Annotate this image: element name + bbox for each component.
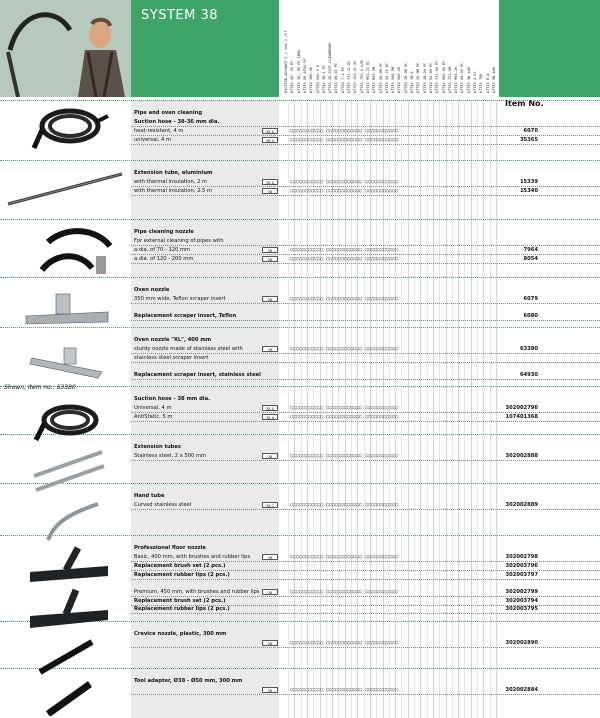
model-name: ATTIX 50-0H PC [428,62,433,93]
grid-stripe [401,100,402,718]
row-description: Replacement rubber lips (2 pcs.) [134,571,230,578]
row-rule [131,421,600,422]
model-name: ATTIX 751-2M [447,67,452,93]
compatibility-dots: ○○○○○○○○○○○ ○○○○○○○○○○○○ ○○○○○○○○○○○ [290,255,398,262]
grid-stripe [427,100,428,718]
item-number: 6079 [523,295,538,302]
row-description: with thermal insulation, 2 m [134,178,208,185]
connector-code-badge: 38 C [262,502,278,508]
connector-code-badge: 38 A [262,179,278,185]
connector-code-badge: 38 A [262,137,278,143]
row-description: heat-resistant, 4 m [134,127,184,134]
row-rule [131,362,600,363]
section-divider [0,386,600,387]
item-number: 302002884 [505,686,538,693]
row-rule [131,303,600,304]
model-column-label [490,7,498,93]
item-number: 302003794 [505,597,538,604]
section-title: Hand tube [134,493,165,499]
row-description: Stainless steel, 2 x 500 mm [134,452,207,459]
section-title: Tool adapter, Ø38 - Ø50 mm, 300 mm [134,678,243,684]
connector-code-badge: 38 [262,188,278,194]
connector-code-badge: 38 [262,453,278,459]
row-description: Universal, 4 m [134,404,172,411]
connector-code-badge: 38 A [262,414,278,420]
model-name: ATTIX 790 [479,73,484,93]
grid-stripe [483,100,484,718]
model-name: ATTIX 19 2M PC [403,62,408,93]
row-rule [131,509,600,510]
compatibility-dots: ○○○○○○○○○○○ ○○○○○○○○○○○○ ○○○○○○○○○○○ [290,187,398,194]
row-description: Replacement scraper insert, stainless steel [134,371,261,378]
grid-stripe [414,100,415,718]
item-number-band [499,0,600,97]
hand-tube-image [44,500,104,544]
row-description: universal, 4 m [134,136,172,143]
item-number: 63380 [519,345,538,352]
row-rule [131,353,600,354]
item-number: 302002888 [505,452,538,459]
row-description: Curved stainless steel [134,501,192,508]
item-number: 15339 [519,178,538,185]
model-name: NILFISK-ADVANCE 1 / VAX 1 /CT [284,30,288,93]
item-number: 6070 [523,127,538,134]
section-title: Suction hose - 38 mm dia. [134,396,211,402]
grid-stripe [477,100,478,718]
model-name: ATTIX 50-21 EC [384,62,389,93]
grid-stripe [464,100,465,718]
compatibility-dots: ○○○○○○○○○○○ ○○○○○○○○○○○○ ○○○○○○○○○○○ [290,553,398,560]
grid-stripe [439,100,440,718]
model-name: ATTIX 4 XC [473,71,477,93]
item-number: 107401368 [505,413,538,420]
row-description: a dia. of 120 - 200 mm [134,255,194,262]
item-number: 302003796 [505,562,538,569]
compatibility-dots: ○○○○○○○○○○○ ○○○○○○○○○○○○ ○○○○○○○○○○○ [290,501,398,508]
section-title: Pipe cleaning nozzle [134,229,194,235]
item-number: 15340 [519,187,538,194]
section-divider [0,100,600,101]
item-number: 64930 [519,371,538,378]
row-description: 350 mm wide, Teflon scraper insert [134,295,226,302]
model-name: ATTIX 965-2H [454,67,459,93]
connector-code-badge: 38 [262,296,278,302]
row-rule [131,613,600,614]
model-name: ATTIX 30-21PC CLEANROOM [328,43,333,93]
model-name: ATTIX 360-0H [309,67,314,93]
model-name: ATTIX 961-21 EC [365,60,370,93]
grid-stripe [458,100,459,718]
model-name: ATTIX 8-4 [485,73,490,93]
row-rule [131,320,600,321]
model-name: ATTIX 965-2M [372,67,377,93]
grid-stripe [288,100,289,718]
page-title: SYSTEM 38 [141,8,218,23]
connector-code-badge: 38 [262,589,278,595]
model-name: ATTIX 5N 44H [466,67,471,93]
row-rule [131,144,600,145]
item-number: 302002796 [505,404,538,411]
model-name: ATTIX 30, 50 PC INOX [296,49,301,93]
row-rule [131,570,600,571]
model-name: ATTIX 30, 50 PC [290,60,295,93]
pipe-cleaning-nozzle-image [36,226,116,284]
catalog-header [0,0,600,100]
grid-stripe [420,100,421,718]
row-rule [131,596,600,597]
section-title: Professional floor nozzle [134,545,206,551]
item-number: 302002890 [505,639,538,646]
model-name: ATTIX 50 ATEX PC [302,58,307,93]
extension-tubes-image [30,446,106,492]
model-name: ATTIX 50-2M PC [378,62,383,93]
row-description: a dia. of 70 - 120 mm [134,246,191,253]
section-divider [0,160,600,161]
row-rule [131,263,600,264]
section-title: Extension tube, aluminium [134,170,213,176]
grid-stripe [471,100,472,718]
connector-code-badge: 38 A [262,405,278,411]
row-rule [131,135,600,136]
row-rule [131,379,600,380]
tool-adapter-image [44,680,94,716]
row-description: Replacement scraper insert, Teflon [134,312,237,319]
compatibility-dots: ○○○○○○○○○○○ ○○○○○○○○○○○○ ○○○○○○○○○○○ [290,413,398,420]
floor-nozzle-basic-image [26,546,112,586]
row-rule [131,245,600,246]
model-columns-header [279,0,499,97]
row-rule [131,412,600,413]
item-number: 302002799 [505,588,538,595]
item-number: 302003795 [505,606,538,613]
floor-nozzle-premium-image [26,588,112,632]
model-name: ATTIX 560-2M [391,67,396,93]
grid-stripe [452,100,453,718]
grid-stripe [433,100,434,718]
model-name: ATTIX 30-2H PC [422,62,427,93]
row-rule [131,694,600,695]
compatibility-dots: ○○○○○○○○○○○ ○○○○○○○○○○○○ ○○○○○○○○○○○ [290,588,398,595]
section-title: Extension tubes [134,444,182,450]
item-number: 8054 [523,255,538,262]
grid-stripe [496,100,497,718]
worker-with-hose-image [0,0,131,97]
compatibility-dots: ○○○○○○○○○○○ ○○○○○○○○○○○○ ○○○○○○○○○○○ [290,686,398,693]
connector-code-badge: 38 [262,346,278,352]
section-divider [0,219,600,220]
model-name: ATTIX 19-4 [410,71,414,93]
compatibility-dots: ○○○○○○○○○○○ ○○○○○○○○○○○○ ○○○○○○○○○○○ [290,178,398,185]
section-title: Pipe and oven cleaning [134,110,203,116]
model-name: ATTIX 550-2 H [315,64,320,93]
item-number-heading: Item No. [505,99,544,108]
compatibility-dots: ○○○○○○○○○○○ ○○○○○○○○○○○○ ○○○○○○○○○○○ [290,127,398,134]
suction-hose-image [30,104,110,152]
compatibility-dots: ○○○○○○○○○○○ ○○○○○○○○○○○○ ○○○○○○○○○○○ [290,452,398,459]
row-description: Suction hose - 38-36 mm dia. [134,118,220,125]
model-name: ATTIX 5N 44H [491,67,496,93]
section-title: Crevice nozzle, plastic, 300 mm [134,631,227,637]
row-rule [131,126,600,127]
compatibility-dots: ○○○○○○○○○○○ ○○○○○○○○○○○○ ○○○○○○○○○○○ [290,404,398,411]
row-rule [131,605,600,606]
item-number: 7964 [523,246,538,253]
row-description: Replacement brush set (2 pcs.) [134,597,226,604]
model-name: ATTIX 965-0H PC [441,60,446,93]
row-rule [131,561,600,562]
item-number: 35365 [519,136,538,143]
connector-code-badge: 38 [262,256,278,262]
row-description: Replacement rubber lips (2 pcs.) [134,606,230,613]
row-rule [131,195,600,196]
item-number: 302002798 [505,553,538,560]
row-rule [131,254,600,255]
item-number: 302003797 [505,571,538,578]
item-number: 302002889 [505,501,538,508]
section-title: Oven nozzle "XL", 400 mm [134,337,212,343]
row-description: Basic, 400 mm, with brushes and rubber lips [134,553,251,560]
model-name: ATTIX 7-1 PC [340,67,345,93]
extension-tube-image [4,168,126,208]
grid-stripe [490,100,491,718]
compatibility-dots: ○○○○○○○○○○○ ○○○○○○○○○○○○ ○○○○○○○○○○○ [290,136,398,143]
row-description: sturdy nozzle made of stainless steel with [134,345,243,352]
section-title: Oven nozzle [134,287,170,293]
model-name: ATTIX 30-0M PC [416,62,421,93]
row-description: stainless steel scraper insert [134,354,209,361]
grid-stripe [408,100,409,718]
model-name: ATTIX 40-01 PC [334,62,339,93]
row-rule [131,579,600,580]
model-name: ATTIX 791-2 L/M [359,60,364,93]
connector-code-badge: 38 [262,687,278,693]
connector-code-badge: 38 [262,640,278,646]
compatibility-dots: ○○○○○○○○○○○ ○○○○○○○○○○○○ ○○○○○○○○○○○ [290,639,398,646]
model-name: ATTIX 560-2H [397,67,402,93]
grid-stripe [446,100,447,718]
model-name: ATTIX 44-2H PC [460,62,465,93]
row-description: Replacement brush set (2 pcs.) [134,562,226,569]
model-name: ATTIX 30-1 PC [321,64,326,93]
crevice-nozzle-image [36,636,96,676]
connector-code-badge: 38 [262,247,278,253]
model-name: ATTIX 751-0H PC [435,60,440,93]
row-rule [131,186,600,187]
shown-caption: Shown, item no.: 63380 [4,384,76,391]
model-name: ATTIX 761-21 XC [353,60,358,93]
suction-hose-38-image [30,400,110,442]
row-description: AntiStatic, 5 m [134,413,173,420]
connector-code-badge: 38 A [262,128,278,134]
header-photo [0,0,131,97]
row-rule [131,460,600,461]
row-description: For external cleaning of pipes with [134,237,224,244]
row-description: with thermal insulation, 2.5 m [134,187,213,194]
oven-nozzle-image [22,292,112,328]
row-rule [131,647,600,648]
compatibility-dots: ○○○○○○○○○○○ ○○○○○○○○○○○○ ○○○○○○○○○○○ [290,345,398,352]
row-description: Premium, 450 mm, with brushes and rubber lips [134,588,260,595]
oven-nozzle-xl-image [28,344,108,380]
compatibility-dots: ○○○○○○○○○○○ ○○○○○○○○○○○○ ○○○○○○○○○○○ [290,246,398,253]
model-name: ATTIX 751-21 EC [347,60,351,93]
item-number: 6080 [523,312,538,319]
compatibility-dots: ○○○○○○○○○○○ ○○○○○○○○○○○○ ○○○○○○○○○○○ [290,295,398,302]
title-band [131,0,279,97]
connector-code-badge: 38 [262,554,278,560]
